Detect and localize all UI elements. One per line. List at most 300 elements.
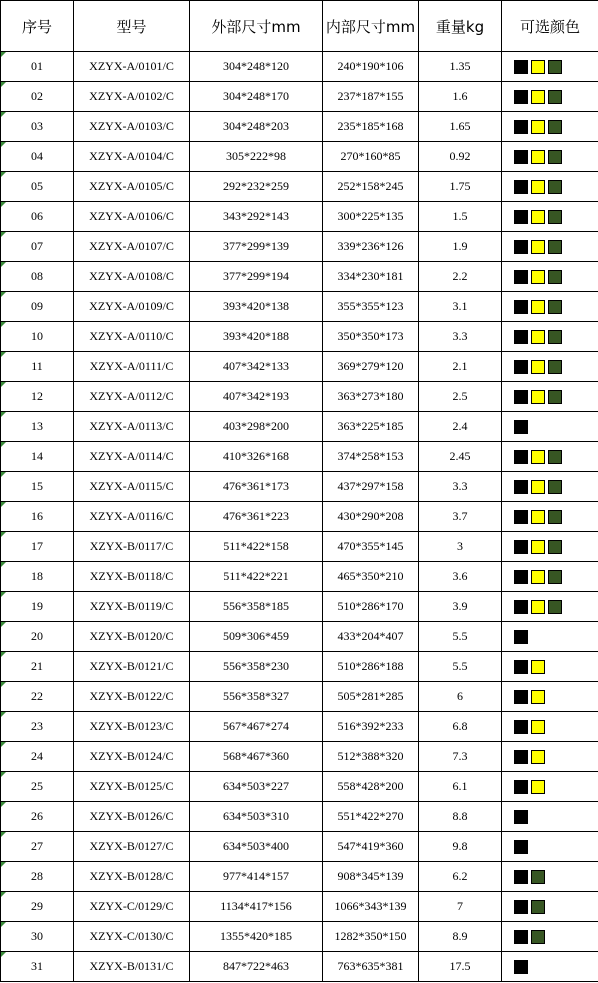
row-model-cell: XZYX-A/0101/C (74, 52, 190, 82)
row-outer-size-cell: 634*503*227 (190, 772, 323, 802)
color-swatch-black (514, 210, 528, 224)
row-outer-size-cell: 304*248*203 (190, 112, 323, 142)
row-colors-cell (502, 502, 598, 532)
color-swatch-black (514, 480, 528, 494)
color-swatch-green (548, 450, 562, 464)
color-swatches (502, 262, 598, 291)
row-outer-size-cell: 304*248*170 (190, 82, 323, 112)
row-colors-cell (502, 802, 598, 832)
color-swatch-black (514, 150, 528, 164)
table-row (1, 52, 598, 82)
row-no-cell: 14 (1, 442, 74, 472)
color-swatches (502, 832, 598, 861)
row-weight-cell: 3.7 (419, 502, 502, 532)
row-inner-size-cell: 300*225*135 (323, 202, 419, 232)
color-swatch-green (548, 540, 562, 554)
row-colors-cell (502, 472, 598, 502)
table-row (1, 562, 598, 592)
color-swatches (502, 952, 598, 981)
row-model-cell: XZYX-A/0102/C (74, 82, 190, 112)
row-no-cell: 31 (1, 952, 74, 982)
color-swatch-yellow (531, 750, 545, 764)
row-model-cell: XZYX-A/0115/C (74, 472, 190, 502)
color-swatch-black (514, 960, 528, 974)
row-colors-cell (502, 742, 598, 772)
header-row (1, 1, 598, 52)
row-outer-size-cell: 410*326*168 (190, 442, 323, 472)
color-swatch-black (514, 750, 528, 764)
row-inner-size-cell: 252*158*245 (323, 172, 419, 202)
row-weight-cell: 3.3 (419, 322, 502, 352)
color-swatch-black (514, 930, 528, 944)
row-model-cell: XZYX-B/0121/C (74, 652, 190, 682)
row-model-cell: XZYX-B/0120/C (74, 622, 190, 652)
color-swatch-yellow (531, 240, 545, 254)
row-no-cell: 03 (1, 112, 74, 142)
row-model-cell: XZYX-B/0119/C (74, 592, 190, 622)
header-weight: 重量kg (419, 1, 502, 52)
row-model-cell: XZYX-A/0108/C (74, 262, 190, 292)
row-model-cell: XZYX-A/0113/C (74, 412, 190, 442)
row-inner-size-cell: 355*355*123 (323, 292, 419, 322)
color-swatch-black (514, 570, 528, 584)
row-outer-size-cell: 292*232*259 (190, 172, 323, 202)
row-inner-size-cell: 763*635*381 (323, 952, 419, 982)
row-no-cell: 05 (1, 172, 74, 202)
row-model-cell: XZYX-B/0126/C (74, 802, 190, 832)
row-outer-size-cell: 556*358*185 (190, 592, 323, 622)
color-swatch-yellow (531, 300, 545, 314)
row-colors-cell (502, 382, 598, 412)
color-swatches (502, 172, 598, 201)
color-swatches (502, 292, 598, 321)
row-no-cell: 11 (1, 352, 74, 382)
row-model-cell: XZYX-A/0109/C (74, 292, 190, 322)
row-inner-size-cell: 240*190*106 (323, 52, 419, 82)
row-weight-cell: 3.3 (419, 472, 502, 502)
row-colors-cell (502, 532, 598, 562)
row-model-cell: XZYX-B/0123/C (74, 712, 190, 742)
color-swatch-yellow (531, 540, 545, 554)
color-swatch-green (548, 210, 562, 224)
row-outer-size-cell: 304*248*120 (190, 52, 323, 82)
color-swatches (502, 472, 598, 501)
color-swatches (502, 652, 598, 681)
row-inner-size-cell: 339*236*126 (323, 232, 419, 262)
color-swatch-yellow (531, 180, 545, 194)
table-row (1, 352, 598, 382)
color-swatches (502, 802, 598, 831)
row-weight-cell: 8.8 (419, 802, 502, 832)
color-swatches (502, 502, 598, 531)
row-weight-cell: 17.5 (419, 952, 502, 982)
color-swatch-black (514, 660, 528, 674)
row-no-cell: 09 (1, 292, 74, 322)
row-outer-size-cell: 634*503*310 (190, 802, 323, 832)
color-swatch-yellow (531, 570, 545, 584)
table-row (1, 772, 598, 802)
color-swatch-green (548, 510, 562, 524)
color-swatches (502, 142, 598, 171)
row-inner-size-cell: 363*225*185 (323, 412, 419, 442)
row-weight-cell: 9.8 (419, 832, 502, 862)
color-swatch-green (548, 360, 562, 374)
row-inner-size-cell: 510*286*188 (323, 652, 419, 682)
header-no: 序号 (1, 1, 74, 52)
color-swatch-green (548, 240, 562, 254)
color-swatches (502, 82, 598, 111)
color-swatches (502, 412, 598, 441)
row-colors-cell (502, 202, 598, 232)
row-colors-cell (502, 682, 598, 712)
row-weight-cell: 6.8 (419, 712, 502, 742)
color-swatch-black (514, 360, 528, 374)
color-swatches (502, 112, 598, 141)
row-inner-size-cell: 430*290*208 (323, 502, 419, 532)
row-outer-size-cell: 568*467*360 (190, 742, 323, 772)
table-row (1, 262, 598, 292)
row-colors-cell (502, 112, 598, 142)
row-no-cell: 29 (1, 892, 74, 922)
row-outer-size-cell: 343*292*143 (190, 202, 323, 232)
row-no-cell: 12 (1, 382, 74, 412)
row-colors-cell (502, 832, 598, 862)
row-no-cell: 15 (1, 472, 74, 502)
row-inner-size-cell: 551*422*270 (323, 802, 419, 832)
row-inner-size-cell: 437*297*158 (323, 472, 419, 502)
table-row (1, 412, 598, 442)
table-row (1, 232, 598, 262)
row-weight-cell: 3 (419, 532, 502, 562)
row-no-cell: 10 (1, 322, 74, 352)
row-weight-cell: 7 (419, 892, 502, 922)
row-no-cell: 04 (1, 142, 74, 172)
color-swatch-green (548, 60, 562, 74)
color-swatch-yellow (531, 210, 545, 224)
row-outer-size-cell: 407*342*133 (190, 352, 323, 382)
row-weight-cell: 1.35 (419, 52, 502, 82)
row-inner-size-cell: 908*345*139 (323, 862, 419, 892)
color-swatches (502, 712, 598, 741)
row-weight-cell: 6 (419, 682, 502, 712)
color-swatches (502, 202, 598, 231)
table-row (1, 862, 598, 892)
color-swatch-black (514, 900, 528, 914)
row-weight-cell: 2.2 (419, 262, 502, 292)
color-swatch-yellow (531, 60, 545, 74)
header-inner-size: 内部尺寸mm (323, 1, 419, 52)
row-model-cell: XZYX-A/0107/C (74, 232, 190, 262)
row-no-cell: 22 (1, 682, 74, 712)
row-outer-size-cell: 305*222*98 (190, 142, 323, 172)
row-weight-cell: 1.9 (419, 232, 502, 262)
table-row (1, 802, 598, 832)
row-inner-size-cell: 369*279*120 (323, 352, 419, 382)
row-model-cell: XZYX-A/0106/C (74, 202, 190, 232)
row-weight-cell: 2.45 (419, 442, 502, 472)
color-swatches (502, 862, 598, 891)
row-inner-size-cell: 374*258*153 (323, 442, 419, 472)
color-swatch-yellow (531, 510, 545, 524)
color-swatch-yellow (531, 720, 545, 734)
row-no-cell: 26 (1, 802, 74, 832)
color-swatches (502, 922, 598, 951)
color-swatch-yellow (531, 330, 545, 344)
color-swatches (502, 442, 598, 471)
table-row (1, 922, 598, 952)
row-model-cell: XZYX-A/0104/C (74, 142, 190, 172)
row-inner-size-cell: 433*204*407 (323, 622, 419, 652)
color-swatch-black (514, 780, 528, 794)
table-row (1, 382, 598, 412)
row-outer-size-cell: 377*299*139 (190, 232, 323, 262)
header-outer-size: 外部尺寸mm (190, 1, 323, 52)
row-weight-cell: 6.1 (419, 772, 502, 802)
color-swatches (502, 352, 598, 381)
color-swatch-green (548, 180, 562, 194)
color-swatch-green (548, 330, 562, 344)
row-weight-cell: 3.9 (419, 592, 502, 622)
row-colors-cell (502, 292, 598, 322)
row-model-cell: XZYX-B/0122/C (74, 682, 190, 712)
row-weight-cell: 7.3 (419, 742, 502, 772)
row-outer-size-cell: 1355*420*185 (190, 922, 323, 952)
row-colors-cell (502, 592, 598, 622)
row-weight-cell: 2.4 (419, 412, 502, 442)
row-no-cell: 23 (1, 712, 74, 742)
row-inner-size-cell: 558*428*200 (323, 772, 419, 802)
table-row (1, 142, 598, 172)
table-row (1, 592, 598, 622)
row-model-cell: XZYX-C/0130/C (74, 922, 190, 952)
color-swatches (502, 232, 598, 261)
color-swatches (502, 742, 598, 771)
row-weight-cell: 1.6 (419, 82, 502, 112)
row-outer-size-cell: 977*414*157 (190, 862, 323, 892)
table-row (1, 832, 598, 862)
row-colors-cell (502, 52, 598, 82)
row-inner-size-cell: 334*230*181 (323, 262, 419, 292)
row-no-cell: 08 (1, 262, 74, 292)
row-colors-cell (502, 352, 598, 382)
table-row (1, 742, 598, 772)
color-swatch-black (514, 690, 528, 704)
row-no-cell: 19 (1, 592, 74, 622)
color-swatch-black (514, 90, 528, 104)
row-colors-cell (502, 412, 598, 442)
row-colors-cell (502, 562, 598, 592)
color-swatches (502, 622, 598, 651)
row-no-cell: 20 (1, 622, 74, 652)
row-no-cell: 27 (1, 832, 74, 862)
row-colors-cell (502, 862, 598, 892)
color-swatch-yellow (531, 660, 545, 674)
color-swatch-black (514, 330, 528, 344)
row-colors-cell (502, 892, 598, 922)
color-swatch-yellow (531, 120, 545, 134)
color-swatch-black (514, 540, 528, 554)
color-swatch-yellow (531, 690, 545, 704)
color-swatches (502, 322, 598, 351)
row-no-cell: 07 (1, 232, 74, 262)
color-swatch-yellow (531, 600, 545, 614)
row-weight-cell: 1.75 (419, 172, 502, 202)
row-no-cell: 01 (1, 52, 74, 82)
color-swatch-yellow (531, 390, 545, 404)
row-outer-size-cell: 403*298*200 (190, 412, 323, 442)
color-swatch-black (514, 120, 528, 134)
row-inner-size-cell: 237*187*155 (323, 82, 419, 112)
table-row (1, 112, 598, 142)
row-no-cell: 28 (1, 862, 74, 892)
row-outer-size-cell: 556*358*230 (190, 652, 323, 682)
color-swatch-green (548, 150, 562, 164)
row-inner-size-cell: 1066*343*139 (323, 892, 419, 922)
row-outer-size-cell: 509*306*459 (190, 622, 323, 652)
color-swatch-black (514, 630, 528, 644)
color-swatch-black (514, 60, 528, 74)
row-outer-size-cell: 556*358*327 (190, 682, 323, 712)
row-inner-size-cell: 465*350*210 (323, 562, 419, 592)
row-inner-size-cell: 516*392*233 (323, 712, 419, 742)
color-swatch-yellow (531, 150, 545, 164)
color-swatch-green (548, 600, 562, 614)
header-colors: 可选颜色 (502, 1, 598, 52)
row-colors-cell (502, 442, 598, 472)
row-inner-size-cell: 510*286*170 (323, 592, 419, 622)
row-outer-size-cell: 847*722*463 (190, 952, 323, 982)
row-inner-size-cell: 505*281*285 (323, 682, 419, 712)
color-swatch-green (548, 480, 562, 494)
color-swatch-green (531, 930, 545, 944)
color-swatch-green (548, 390, 562, 404)
row-model-cell: XZYX-B/0117/C (74, 532, 190, 562)
row-colors-cell (502, 772, 598, 802)
color-swatches (502, 532, 598, 561)
row-colors-cell (502, 952, 598, 982)
table-row (1, 82, 598, 112)
row-no-cell: 18 (1, 562, 74, 592)
table-row (1, 172, 598, 202)
row-model-cell: XZYX-A/0112/C (74, 382, 190, 412)
row-model-cell: XZYX-B/0128/C (74, 862, 190, 892)
color-swatch-yellow (531, 270, 545, 284)
color-swatch-yellow (531, 450, 545, 464)
color-swatch-black (514, 270, 528, 284)
row-inner-size-cell: 350*350*173 (323, 322, 419, 352)
row-weight-cell: 8.9 (419, 922, 502, 952)
row-colors-cell (502, 622, 598, 652)
table-row (1, 682, 598, 712)
row-outer-size-cell: 476*361*223 (190, 502, 323, 532)
row-inner-size-cell: 547*419*360 (323, 832, 419, 862)
row-outer-size-cell: 407*342*193 (190, 382, 323, 412)
color-swatch-yellow (531, 480, 545, 494)
row-no-cell: 17 (1, 532, 74, 562)
row-inner-size-cell: 270*160*85 (323, 142, 419, 172)
table-row (1, 472, 598, 502)
row-inner-size-cell: 512*388*320 (323, 742, 419, 772)
row-weight-cell: 5.5 (419, 652, 502, 682)
row-model-cell: XZYX-A/0105/C (74, 172, 190, 202)
table-row (1, 892, 598, 922)
color-swatch-black (514, 180, 528, 194)
color-swatch-green (531, 900, 545, 914)
table-row (1, 322, 598, 352)
row-outer-size-cell: 634*503*400 (190, 832, 323, 862)
color-swatch-black (514, 300, 528, 314)
row-colors-cell (502, 322, 598, 352)
row-no-cell: 24 (1, 742, 74, 772)
row-colors-cell (502, 232, 598, 262)
row-model-cell: XZYX-B/0131/C (74, 952, 190, 982)
row-outer-size-cell: 1134*417*156 (190, 892, 323, 922)
row-model-cell: XZYX-A/0103/C (74, 112, 190, 142)
row-model-cell: XZYX-C/0129/C (74, 892, 190, 922)
row-no-cell: 16 (1, 502, 74, 532)
color-swatch-green (548, 300, 562, 314)
row-weight-cell: 3.6 (419, 562, 502, 592)
row-inner-size-cell: 363*273*180 (323, 382, 419, 412)
row-no-cell: 21 (1, 652, 74, 682)
color-swatch-green (548, 120, 562, 134)
table-row (1, 202, 598, 232)
row-outer-size-cell: 476*361*173 (190, 472, 323, 502)
table-row (1, 442, 598, 472)
color-swatch-black (514, 840, 528, 854)
color-swatch-green (548, 270, 562, 284)
row-weight-cell: 1.65 (419, 112, 502, 142)
color-swatch-black (514, 810, 528, 824)
row-weight-cell: 2.5 (419, 382, 502, 412)
color-swatch-black (514, 450, 528, 464)
color-swatches (502, 562, 598, 591)
row-no-cell: 13 (1, 412, 74, 442)
row-outer-size-cell: 377*299*194 (190, 262, 323, 292)
color-swatch-black (514, 240, 528, 254)
row-inner-size-cell: 470*355*145 (323, 532, 419, 562)
table-row (1, 952, 598, 982)
row-no-cell: 25 (1, 772, 74, 802)
row-colors-cell (502, 712, 598, 742)
row-colors-cell (502, 922, 598, 952)
row-outer-size-cell: 393*420*138 (190, 292, 323, 322)
color-swatches (502, 892, 598, 921)
row-colors-cell (502, 262, 598, 292)
row-colors-cell (502, 82, 598, 112)
color-swatch-black (514, 420, 528, 434)
row-weight-cell: 2.1 (419, 352, 502, 382)
table-row (1, 652, 598, 682)
row-weight-cell: 5.5 (419, 622, 502, 652)
table-body (1, 52, 598, 982)
row-colors-cell (502, 142, 598, 172)
row-inner-size-cell: 235*185*168 (323, 112, 419, 142)
row-weight-cell: 6.2 (419, 862, 502, 892)
row-colors-cell (502, 652, 598, 682)
row-no-cell: 02 (1, 82, 74, 112)
row-no-cell: 06 (1, 202, 74, 232)
row-outer-size-cell: 567*467*274 (190, 712, 323, 742)
table-row (1, 532, 598, 562)
row-model-cell: XZYX-B/0118/C (74, 562, 190, 592)
color-swatch-green (531, 870, 545, 884)
color-swatch-yellow (531, 90, 545, 104)
color-swatches (502, 772, 598, 801)
color-swatches (502, 52, 598, 81)
row-model-cell: XZYX-A/0110/C (74, 322, 190, 352)
row-model-cell: XZYX-A/0116/C (74, 502, 190, 532)
